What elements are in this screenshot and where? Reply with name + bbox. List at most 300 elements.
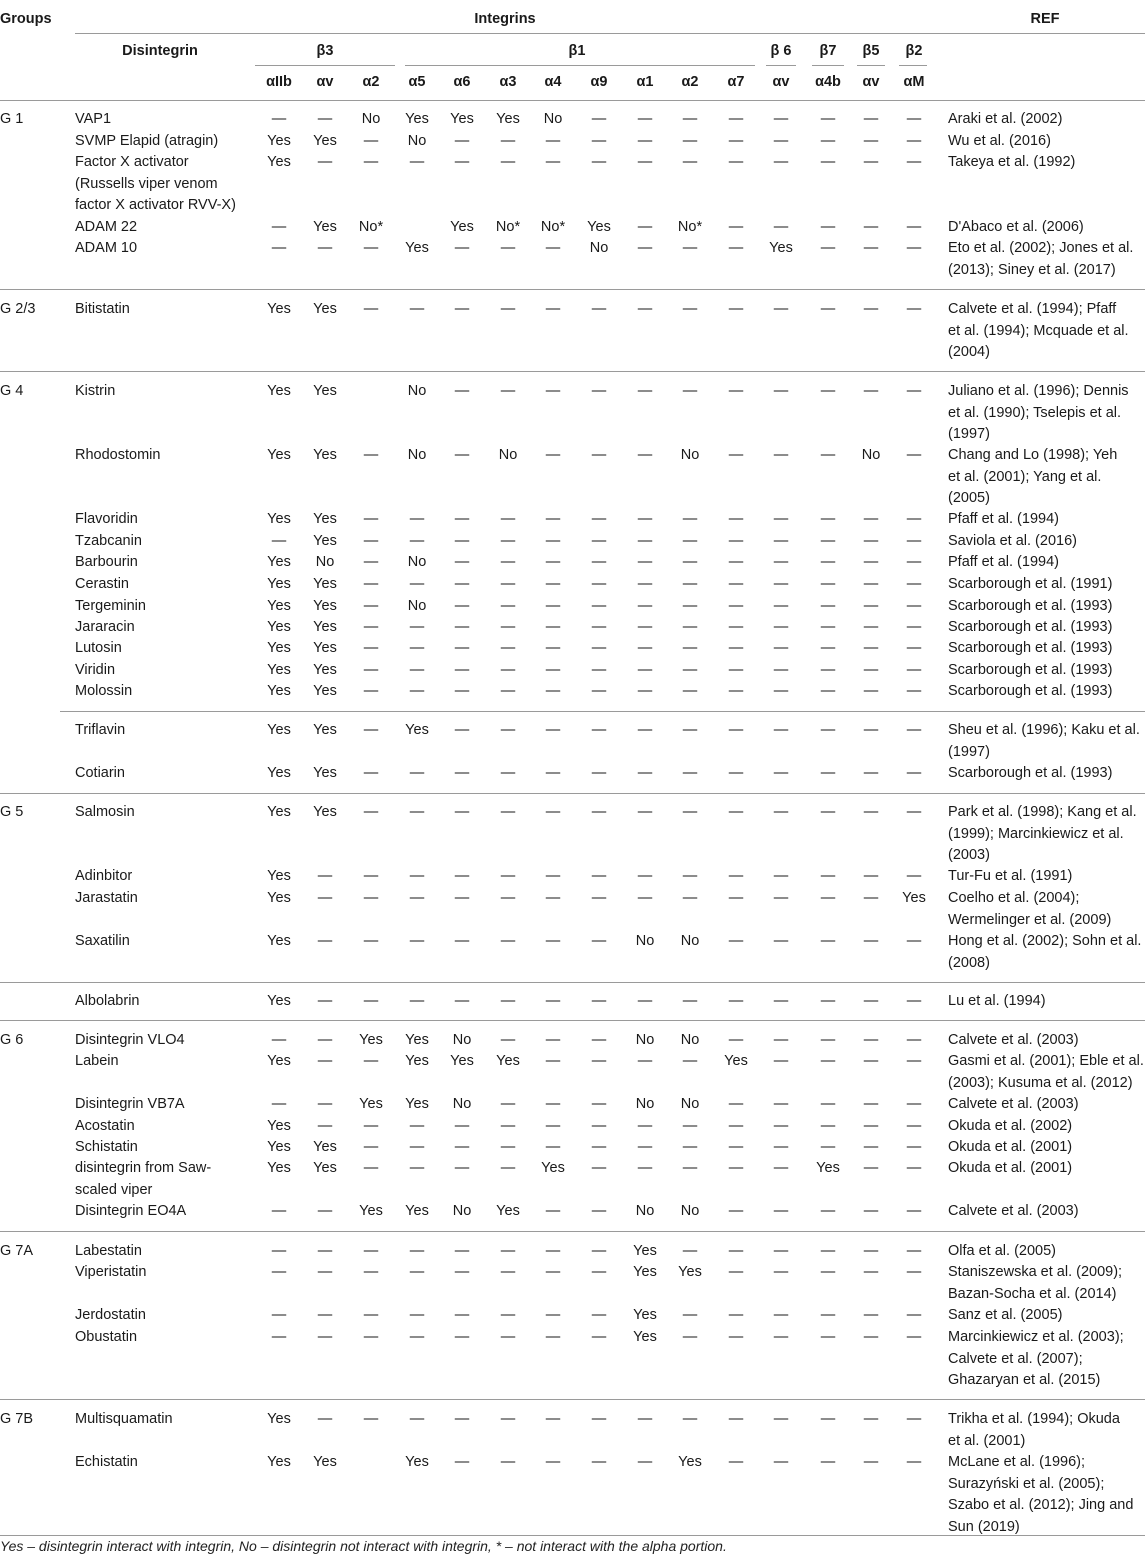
integrin-cell: — (820, 993, 836, 1009)
integrin-cell: Yes (496, 1203, 520, 1219)
integrin-cell: — (271, 219, 287, 235)
integrin-cell: — (863, 1243, 879, 1259)
integrin-cell: — (863, 1329, 879, 1345)
integrin-cell: — (682, 722, 698, 738)
integrin-cell: — (591, 598, 607, 614)
disintegrin-name: Multisquamatin (75, 1411, 173, 1427)
reference: Eto et al. (2002); Jones et al. (948, 240, 1134, 256)
integrin-cell: — (820, 1411, 836, 1427)
reference: Calvete et al. (2003) (948, 1032, 1079, 1048)
integrin-cell: — (454, 1139, 470, 1155)
integrin-cell: — (773, 933, 789, 949)
integrin-cell: — (500, 301, 516, 317)
integrin-cell: — (637, 301, 653, 317)
integrin-cell: — (820, 1307, 836, 1323)
integrin-cell: No (361, 111, 381, 127)
integrin-cell: — (728, 1160, 744, 1176)
integrin-cell: No (680, 447, 700, 463)
disintegrin-name: Tzabcanin (75, 533, 142, 549)
integrin-cell: — (682, 511, 698, 527)
integrin-cell: — (409, 576, 425, 592)
integrin-cell: — (728, 765, 744, 781)
integrin-cell: — (271, 1307, 287, 1323)
integrin-cell: — (363, 301, 379, 317)
integrin-cell: Yes (267, 598, 291, 614)
integrin-cell: — (454, 722, 470, 738)
integrin-cell: — (591, 1307, 607, 1323)
integrin-cell: Yes (313, 383, 337, 399)
integrin-cell: — (728, 240, 744, 256)
integrin-cell: Yes (267, 722, 291, 738)
integrin-cell: — (728, 1096, 744, 1112)
integrin-cell: — (591, 868, 607, 884)
integrin-cell: — (906, 1203, 922, 1219)
integrin-cell: Yes (405, 1203, 429, 1219)
integrin-cell: — (820, 1139, 836, 1155)
integrin-cell: — (682, 1160, 698, 1176)
integrin-cell: — (454, 240, 470, 256)
integrin-cell: — (773, 1307, 789, 1323)
integrin-cell: Yes (313, 640, 337, 656)
integrin-cell: No* (677, 219, 703, 235)
integrin-cell: — (906, 933, 922, 949)
integrin-cell: — (820, 554, 836, 570)
integrin-cell: — (637, 1053, 653, 1069)
reference: D'Abaco et al. (2006) (948, 219, 1084, 235)
header-row-1 (0, 9, 1145, 30)
integrin-cell: No (861, 447, 881, 463)
group-label: G 7A (0, 1243, 34, 1259)
integrin-cell: — (773, 533, 789, 549)
integrin-cell: — (591, 554, 607, 570)
integrin-cell: Yes (313, 683, 337, 699)
divider (75, 33, 1145, 34)
integrin-cell: — (317, 933, 333, 949)
integrin-cell: — (863, 993, 879, 1009)
integrin-cell: — (545, 1139, 561, 1155)
integrin-cell: — (906, 447, 922, 463)
integrin-cell: — (682, 683, 698, 699)
integrin-cell: — (906, 1329, 922, 1345)
integrin-cell: — (773, 890, 789, 906)
integrin-cell: Yes (267, 301, 291, 317)
integrin-cell: — (728, 1032, 744, 1048)
integrin-cell: — (863, 533, 879, 549)
integrin-cell: Yes (267, 554, 291, 570)
reference: Lu et al. (1994) (948, 993, 1046, 1009)
integrin-cell: — (682, 1118, 698, 1134)
disintegrin-name: Cerastin (75, 576, 129, 592)
integrin-cell: — (906, 1160, 922, 1176)
integrin-cell: Yes (313, 1160, 337, 1176)
reference: Saviola et al. (2016) (948, 533, 1077, 549)
integrin-cell: — (409, 1160, 425, 1176)
integrin-cell: No (407, 133, 427, 149)
integrin-cell: Yes (313, 133, 337, 149)
integrin-cell: Yes (313, 447, 337, 463)
integrin-cell: Yes (267, 1454, 291, 1470)
integrin-cell: — (728, 301, 744, 317)
integrin-cell: — (637, 683, 653, 699)
disintegrin-name: Kistrin (75, 383, 116, 399)
integrin-cell: — (773, 765, 789, 781)
integrin-cell: — (728, 683, 744, 699)
integrin-cell: — (454, 640, 470, 656)
integrin-cell: — (820, 1454, 836, 1470)
integrin-cell: — (591, 1053, 607, 1069)
integrin-cell: — (363, 868, 379, 884)
integrin-cell: — (906, 868, 922, 884)
integrin-cell: — (728, 1243, 744, 1259)
integrin-cell: — (637, 240, 653, 256)
divider (0, 1231, 1145, 1232)
integrin-cell: Yes (267, 447, 291, 463)
reference: Okuda et al. (2001) (948, 1139, 1073, 1155)
integrin-cell: — (363, 554, 379, 570)
integrin-cell: — (773, 1203, 789, 1219)
integrin-cell: — (682, 804, 698, 820)
integrin-cell: — (271, 240, 287, 256)
integrin-cell: — (820, 111, 836, 127)
integrin-cell: Yes (678, 1264, 702, 1280)
integrin-cell: Yes (313, 511, 337, 527)
disintegrin-name: Viperistatin (75, 1264, 147, 1280)
integrin-cell: — (906, 619, 922, 635)
integrin-cell: — (591, 722, 607, 738)
reference: Okuda et al. (2002) (948, 1118, 1073, 1134)
integrin-cell: — (728, 598, 744, 614)
integrin-cell: — (637, 619, 653, 635)
integrin-cell: Yes (313, 804, 337, 820)
integrin-cell: — (454, 890, 470, 906)
integrin-cell: Yes (633, 1307, 657, 1323)
integrin-cell: — (271, 1032, 287, 1048)
integrin-cell: — (363, 1243, 379, 1259)
integrin-cell: — (545, 868, 561, 884)
subunit-header: α9 (590, 74, 608, 90)
integrin-cell: — (591, 576, 607, 592)
integrin-cell: — (728, 722, 744, 738)
integrin-cell: — (820, 533, 836, 549)
integrin-cell: — (820, 662, 836, 678)
integrin-cell: No (680, 1032, 700, 1048)
integrin-cell: No* (495, 219, 521, 235)
integrin-cell: Yes (267, 511, 291, 527)
integrin-cell: No (407, 447, 427, 463)
integrin-cell: — (591, 1032, 607, 1048)
integrin-cell: — (545, 640, 561, 656)
integrin-cell: — (409, 1329, 425, 1345)
integrin-cell: — (500, 240, 516, 256)
reference: Olfa et al. (2005) (948, 1243, 1056, 1259)
integrin-cell: — (363, 722, 379, 738)
reference: Gasmi et al. (2001); Eble et al. (948, 1053, 1144, 1069)
integrin-cell: — (500, 576, 516, 592)
integrin-cell: Yes (405, 240, 429, 256)
integrin-cell: — (637, 219, 653, 235)
integrin-cell: — (863, 1032, 879, 1048)
integrin-cell: — (637, 383, 653, 399)
integrin-cell: — (906, 1032, 922, 1048)
integrin-cell: — (500, 1243, 516, 1259)
subunit-header: αM (903, 74, 925, 90)
integrin-cell: — (409, 301, 425, 317)
disintegrin-name: factor X activator RVV-X) (75, 197, 236, 213)
integrin-cell: Yes (541, 1160, 565, 1176)
integrin-cell: — (682, 533, 698, 549)
integrin-cell: — (682, 640, 698, 656)
integrin-cell: — (409, 1118, 425, 1134)
subunit-header: α4b (815, 74, 841, 90)
integrin-cell: — (363, 1160, 379, 1176)
integrin-cell: — (863, 1118, 879, 1134)
integrin-cell: — (773, 111, 789, 127)
disintegrin-name: Jerdostatin (75, 1307, 146, 1323)
disintegrin-name: Flavoridin (75, 511, 138, 527)
integrin-cell: — (545, 662, 561, 678)
integrin-cell: — (409, 1243, 425, 1259)
integrin-cell: — (363, 683, 379, 699)
integrin-cell: — (271, 1096, 287, 1112)
divider (766, 65, 796, 66)
integrin-cell: No (407, 598, 427, 614)
integrin-cell: — (728, 511, 744, 527)
integrin-cell: — (545, 598, 561, 614)
disintegrin-name: Echistatin (75, 1454, 138, 1470)
integrin-cell: — (863, 640, 879, 656)
integrin-cell: — (906, 154, 922, 170)
integrin-cell: — (500, 993, 516, 1009)
integrin-cell: — (863, 722, 879, 738)
integrin-cell: Yes (405, 722, 429, 738)
integrin-cell: — (906, 662, 922, 678)
disintegrin-name: Viridin (75, 662, 116, 678)
disintegrin-name: (Russells viper venom (75, 175, 218, 192)
integrin-cell: — (545, 554, 561, 570)
divider (60, 711, 1145, 712)
integrin-cell: — (863, 868, 879, 884)
integrin-cell: No* (358, 219, 384, 235)
integrin-cell: Yes (313, 1454, 337, 1470)
integrin-cell: — (773, 1329, 789, 1345)
integrin-cell: — (637, 598, 653, 614)
disintegrin-name: Molossin (75, 683, 133, 699)
group-label: G 4 (0, 383, 24, 399)
subunit-header: α5 (408, 74, 426, 90)
integrin-cell: — (773, 447, 789, 463)
integrin-cell: — (591, 765, 607, 781)
integrin-cell: No (498, 447, 518, 463)
group-label: G 5 (0, 804, 24, 820)
integrin-cell: — (545, 576, 561, 592)
disintegrin-name: Labestatin (75, 1243, 142, 1259)
integrin-cell: — (271, 1243, 287, 1259)
reference: (1999); Marcinkiewicz et al. (948, 825, 1124, 842)
integrin-cell: — (591, 1118, 607, 1134)
integrin-cell: — (454, 598, 470, 614)
integrin-cell: — (317, 240, 333, 256)
reference: (2003) (948, 847, 990, 863)
reference: Scarborough et al. (1993) (948, 598, 1113, 614)
integrin-cell: — (454, 765, 470, 781)
integrin-cell: — (545, 240, 561, 256)
integrin-cell: — (906, 383, 922, 399)
integrin-cell: — (317, 1307, 333, 1323)
integrin-cell: — (363, 1118, 379, 1134)
integrin-cell: — (317, 1118, 333, 1134)
integrin-cell: Yes (313, 301, 337, 317)
integrin-cell: — (454, 1264, 470, 1280)
integrin-cell: — (500, 533, 516, 549)
integrin-cell: — (863, 1203, 879, 1219)
integrin-cell: — (545, 133, 561, 149)
integrin-cell: — (454, 1411, 470, 1427)
integrin-cell: — (863, 1411, 879, 1427)
integrin-cell: — (500, 804, 516, 820)
integrin-cell: Yes (405, 1053, 429, 1069)
integrin-cell: — (591, 662, 607, 678)
reference: Takeya et al. (1992) (948, 154, 1076, 170)
integrin-cell: — (682, 240, 698, 256)
integrin-cell: Yes (267, 993, 291, 1009)
reference: Scarborough et al. (1991) (948, 576, 1113, 592)
integrin-cell: — (906, 111, 922, 127)
integrin-cell: — (773, 301, 789, 317)
integrin-cell: — (863, 1307, 879, 1323)
reference: Sun (2019) (948, 1518, 1020, 1535)
integrin-cell: — (728, 1118, 744, 1134)
integrin-cell: — (773, 154, 789, 170)
integrin-cell: — (682, 576, 698, 592)
integrin-cell: No (452, 1096, 472, 1112)
integrin-cell: Yes (450, 111, 474, 127)
reference: Scarborough et al. (1993) (948, 662, 1113, 678)
integrin-cell: Yes (267, 154, 291, 170)
subunit-header: αIIb (266, 74, 292, 90)
integrin-cell: — (820, 383, 836, 399)
integrin-cell: — (363, 640, 379, 656)
integrin-cell: Yes (816, 1160, 840, 1176)
integrin-cell: — (773, 1243, 789, 1259)
integrin-cell: — (773, 1160, 789, 1176)
integrin-cell: Yes (267, 576, 291, 592)
integrin-cell: No (635, 1203, 655, 1219)
integrin-cell: — (637, 765, 653, 781)
reference: Okuda et al. (2001) (948, 1160, 1073, 1176)
integrin-cell: — (363, 511, 379, 527)
integrin-cell: — (545, 804, 561, 820)
integrin-cell: Yes (267, 619, 291, 635)
integrin-cell: — (820, 868, 836, 884)
disintegrin-name: Disintegrin EO4A (75, 1203, 187, 1219)
integrin-cell: — (682, 554, 698, 570)
integrin-cell: — (863, 765, 879, 781)
integrin-cell: — (500, 640, 516, 656)
integrin-cell: — (863, 933, 879, 949)
integrin-cell: — (728, 111, 744, 127)
integrin-cell: Yes (313, 533, 337, 549)
integrin-cell: Yes (313, 1139, 337, 1155)
integrin-cell: — (317, 1096, 333, 1112)
integrin-cell: — (500, 511, 516, 527)
integrin-cell: — (591, 619, 607, 635)
integrin-cell: — (500, 868, 516, 884)
integrin-cell: — (820, 301, 836, 317)
integrin-cell: — (906, 554, 922, 570)
integrin-cell: — (820, 1203, 836, 1219)
group-label: G 7B (0, 1411, 34, 1427)
integrin-cell: — (409, 662, 425, 678)
integrin-cell: — (773, 722, 789, 738)
integrin-cell: — (820, 890, 836, 906)
integrin-cell: — (409, 868, 425, 884)
disintegrin-name: Tergeminin (75, 598, 146, 614)
integrin-cell: — (637, 868, 653, 884)
integrin-cell: — (728, 993, 744, 1009)
integrin-cell: — (773, 554, 789, 570)
integrin-cell: Yes (267, 933, 291, 949)
integrin-cell: — (591, 1096, 607, 1112)
integrin-cell: — (409, 933, 425, 949)
reference: Scarborough et al. (1993) (948, 683, 1113, 699)
reference: (2004) (948, 344, 990, 360)
integrin-cell: Yes (267, 1118, 291, 1134)
integrin-cell: — (773, 1118, 789, 1134)
integrin-cell: — (363, 993, 379, 1009)
integrin-cell: — (820, 598, 836, 614)
integrin-cell: — (682, 619, 698, 635)
subunit-header: α3 (499, 74, 517, 90)
integrin-cell: — (500, 1118, 516, 1134)
integrin-cell: — (682, 993, 698, 1009)
integrin-cell: — (363, 447, 379, 463)
integrin-cell: — (773, 1139, 789, 1155)
integrin-cell: — (906, 1411, 922, 1427)
integrin-cell: — (454, 1243, 470, 1259)
integrin-cell: — (363, 576, 379, 592)
integrin-cell: — (363, 765, 379, 781)
integrin-cell: — (454, 619, 470, 635)
integrin-cell: No (635, 1032, 655, 1048)
integrin-cell: — (728, 1454, 744, 1470)
integrin-cell: — (409, 1264, 425, 1280)
integrin-cell: — (500, 1160, 516, 1176)
integrin-cell: — (409, 765, 425, 781)
integrin-cell: — (906, 1118, 922, 1134)
integrin-cell: — (682, 890, 698, 906)
disintegrin-name: Obustatin (75, 1329, 138, 1345)
integrin-cell: — (820, 1118, 836, 1134)
reference: Pfaff et al. (1994) (948, 554, 1059, 570)
integrin-cell: — (682, 154, 698, 170)
integrin-cell: — (728, 1264, 744, 1280)
integrin-cell: — (728, 619, 744, 635)
integrin-cell: No (680, 1096, 700, 1112)
integrin-cell: — (820, 765, 836, 781)
reference: Surazyński et al. (2005); (948, 1475, 1105, 1492)
reference: (2008) (948, 954, 990, 971)
integrin-cell: — (591, 511, 607, 527)
integrin-cell: — (682, 598, 698, 614)
reference: (2003); Kusuma et al. (2012) (948, 1074, 1133, 1091)
integrin-cell: — (317, 993, 333, 1009)
integrin-cell: Yes (405, 1454, 429, 1470)
disintegrin-name: ADAM 22 (75, 219, 138, 235)
beta5-header: β5 (862, 43, 880, 59)
disintegrin-name: Rhodostomin (75, 447, 161, 463)
integrin-cell: Yes (313, 219, 337, 235)
integrin-cell: — (820, 1032, 836, 1048)
